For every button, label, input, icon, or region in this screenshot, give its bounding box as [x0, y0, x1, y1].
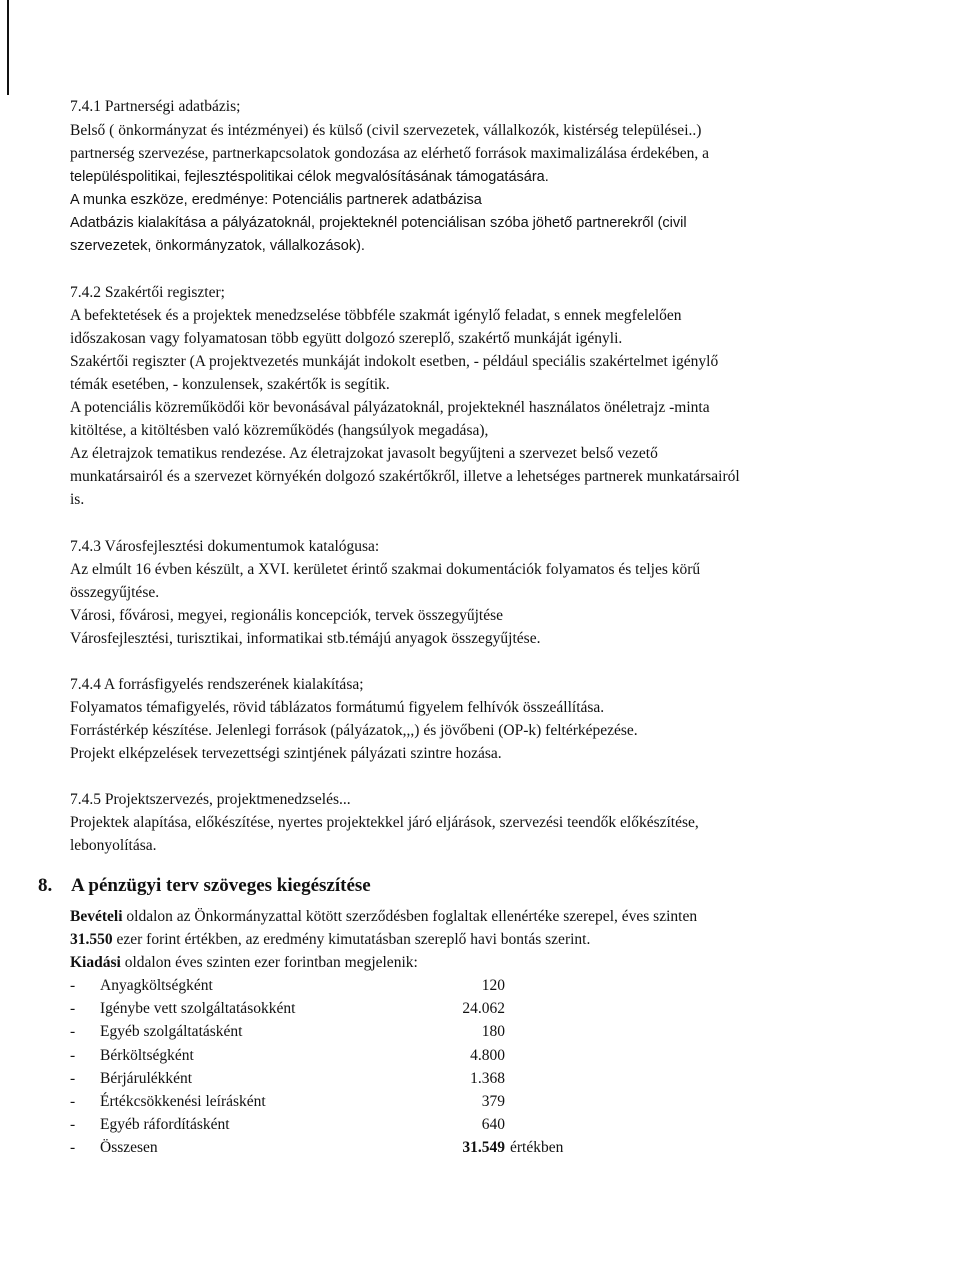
expense-item-label: Igénybe vett szolgáltatásokként — [100, 1000, 296, 1018]
section-heading-8 — [38, 876, 371, 897]
list-dash: - — [70, 1116, 76, 1134]
expense-item-value: 120 — [481, 977, 505, 994]
expense-item-label: Anyagköltségként — [100, 977, 213, 994]
section-title: A pénzügyi terv szöveges kiegészítése — [71, 875, 371, 896]
expense-item-suffix: értékben — [510, 1139, 564, 1157]
expense-intro-text: oldalon éves szinten ezer forintban megjelenik: — [120, 954, 418, 971]
expense-item-value: 31.549 — [462, 1139, 505, 1157]
expense-item-value: 4.800 — [470, 1046, 505, 1064]
list-dash: - — [70, 1000, 76, 1018]
paragraph-line: témák esetében, - konzulensek, szakértők is segítik. — [70, 376, 390, 393]
expense-item-label: Bérköltségként — [100, 1046, 194, 1064]
section-number: 8. — [38, 875, 53, 896]
paragraph-line: Projektek alapítása, előkészítése, nyertes projektekkel járó eljárások, szervezési teendők előkészítése, — [70, 814, 699, 831]
expense-item-value: 379 — [481, 1093, 505, 1110]
expense-item-label: Egyéb ráfordításként — [100, 1116, 230, 1134]
paragraph-line: Adatbázis kialakítása a pályázatoknál, projekteknél potenciálisan szóba jöhető partnerekről (civil — [70, 215, 687, 231]
paragraph-line: A potenciális közreműködői kör bevonásával pályázatoknál, projekteknél használatos önéletrajz -minta — [70, 399, 710, 416]
paragraph-line: Belső ( önkormányzat és intézményei) és külső (civil szervezetek, vállalkozók, kistérség települései..) — [70, 122, 702, 139]
paragraph-line: A befektetések és a projektek menedzselése többféle szakmát igénylő feladat, s ennek megfelelően — [70, 307, 682, 324]
paragraph-line: Forrástérkép készítése. Jelenlegi források (pályázatok,,,) és jövőbeni (OP-k) feltérképezése. — [70, 722, 638, 739]
revenue-text: oldalon az Önkormányzattal kötött szerződésben foglaltak ellenértéke szerepel, éves szinten — [122, 908, 698, 925]
expense-item-value: 1.368 — [470, 1069, 505, 1087]
paragraph-line: Szakértői regiszter (A projektvezetés munkáját indokolt esetben, - például speciális szakértelmet igénylő — [70, 353, 719, 370]
expense-item-value: 180 — [481, 1023, 505, 1041]
paragraph-line: településpolitikai, fejlesztéspolitikai célok megvalósításának támogatására. — [70, 169, 549, 185]
expense-item-label: Bérjárulékként — [100, 1069, 193, 1087]
list-dash: - — [70, 977, 76, 994]
revenue-label-bold: Bevételi — [70, 908, 123, 925]
paragraph-line: Az életrajzok tematikus rendezése. Az életrajzokat javasolt begyűjteni a szervezet belső vezető — [70, 445, 658, 462]
paragraph-line: A munka eszköze, eredménye: Potenciális partnerek adatbázisa — [70, 192, 482, 208]
expense-item-label: Összesen — [100, 1139, 158, 1157]
paragraph-line: lebonyolítása. — [70, 837, 157, 854]
paragraph-line: időszakosan vagy folyamatosan több együtt dolgozó szereplő, szakértő munkáját igényli. — [70, 330, 623, 347]
revenue-amount: 31.550 — [70, 931, 113, 948]
list-dash: - — [70, 1046, 76, 1064]
paragraph-line: is. — [70, 491, 85, 508]
section-heading-7-4-4: 7.4.4 A forrásfigyelés rendszerének kialakítása; — [70, 676, 364, 693]
revenue-line-1 — [70, 907, 697, 928]
paragraph-line: szervezetek, önkormányzatok, vállalkozások). — [70, 238, 365, 254]
left-margin-rule — [7, 0, 9, 95]
paragraph-line: kitöltése, a kitöltésben való közreműködés (hangsúlyok megadása), — [70, 422, 489, 439]
paragraph-line: Az elmúlt 16 évben készült, a XVI. kerületet érintő szakmai dokumentációk folyamatos és teljes körű — [70, 561, 701, 578]
section-heading-7-4-5: 7.4.5 Projektszervezés, projektmenedzselés... — [70, 791, 351, 808]
expense-item-label: Egyéb szolgáltatásként — [100, 1023, 243, 1041]
list-dash: - — [70, 1139, 76, 1157]
expense-item-value: 640 — [481, 1116, 505, 1134]
section-heading-7-4-3: 7.4.3 Városfejlesztési dokumentumok katalógusa: — [70, 538, 380, 555]
revenue-text-2: ezer forint értékben, az eredmény kimutatásban szereplő havi bontás szerint. — [112, 931, 591, 948]
paragraph-line: munkatársairól és a szervezet környékén dolgozó szakértőkről, illetve a lehetséges partnerek munkatársairól — [70, 468, 740, 485]
expense-item-value: 24.062 — [462, 1000, 505, 1018]
expense-label-bold: Kiadási — [70, 954, 121, 971]
paragraph-line: Folyamatos témafigyelés, rövid táblázatos formátumú figyelem felhívók összeállítása. — [70, 699, 605, 716]
list-dash: - — [70, 1093, 76, 1110]
paragraph-line: Városfejlesztési, turisztikai, informatikai stb.témájú anyagok összegyűjtése. — [70, 630, 541, 647]
paragraph-line: összegyűjtése. — [70, 584, 160, 601]
section-heading-7-4-1: 7.4.1 Partnerségi adatbázis; — [70, 98, 241, 115]
list-dash: - — [70, 1069, 76, 1087]
list-dash: - — [70, 1023, 76, 1041]
paragraph-line: partnerség szervezése, partnerkapcsolatok gondozása az elérhető források maximalizálása érdekében, a — [70, 145, 710, 162]
section-heading-7-4-2: 7.4.2 Szakértői regiszter; — [70, 284, 225, 301]
expense-intro-line — [70, 953, 418, 974]
paragraph-line: Projekt elképzelések tervezettségi szintjének pályázati szintre hozása. — [70, 745, 502, 762]
expense-item-label: Értékcsökkenési leírásként — [100, 1093, 266, 1110]
revenue-line-2 — [70, 930, 590, 951]
paragraph-line: Városi, fővárosi, megyei, regionális koncepciók, tervek összegyűjtése — [70, 607, 504, 624]
